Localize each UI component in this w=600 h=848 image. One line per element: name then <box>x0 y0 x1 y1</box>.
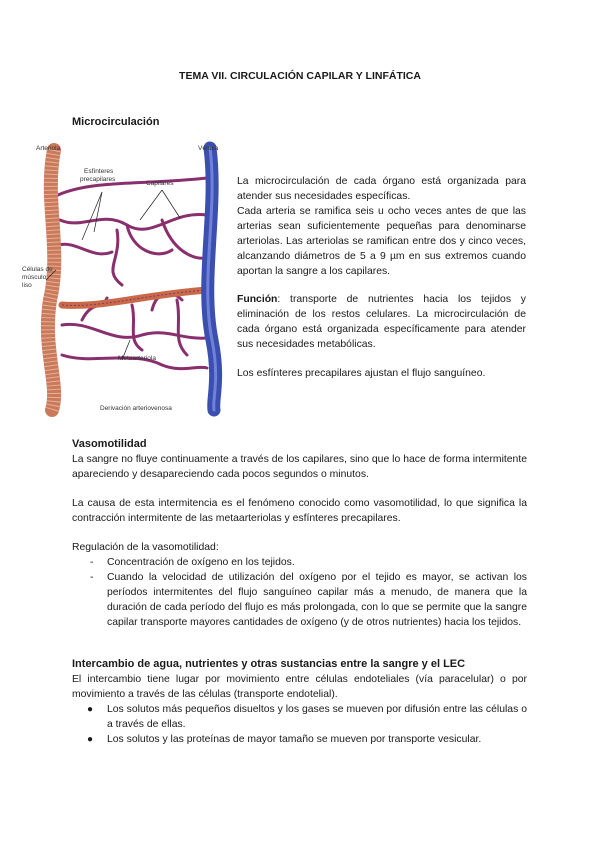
inter-list <box>72 702 527 747</box>
microcirculacion-heading: Microcirculación <box>72 116 160 128</box>
list-item: - Concentración de oxígeno en los tejidos. <box>90 557 295 568</box>
vasomotilidad-heading: Vasomotilidad <box>72 438 147 450</box>
list-item: - Cuando la velocidad de utilización del oxígeno por el tejido es mayor, se activan los períodos intermitentes del flujo sanguíneo capilar más a menudo, de manera que la duración de cada período del flujo es más prolongada, con lo que se permite que la sangre capilar transporte mayores cantidades de oxígeno (y de otros nutrientes) hacia los tejidos. <box>90 572 527 628</box>
vaso-paragraph-1: La sangre no fluye continuamente a través de los capilares, sino que lo hace de forma intermitente apareciendo y desapareciendo cada pocos segundos o minutos. <box>72 454 527 480</box>
label-metaarteriola: Metaarteriola <box>118 355 156 362</box>
vaso-regulacion: Regulación de la vasomotilidad: <box>72 542 219 553</box>
vaso-list <box>72 555 527 630</box>
capillary-network <box>58 178 207 369</box>
list-item: ● Los solutos más pequeños disueltos y los gases se mueven por difusión entre las células o a través de ellas. <box>87 704 527 730</box>
label-celulas-3: liso <box>22 282 32 289</box>
intercambio-heading: Intercambio de agua, nutrientes y otras sustancias entre la sangre y el LEC <box>72 658 466 670</box>
label-derivacion: Derivación arteriovenosa <box>100 405 172 412</box>
funcion-text: : transporte de nutrientes hacia los tejidos y eliminación de los restos celulares. La microcirculación de cada órgano está organizada específicamente para atender sus necesidades metabólicas. <box>237 294 526 350</box>
microcirculation-figure <box>22 140 232 420</box>
micro-paragraph-3: Los esfínteres precapilares ajustan el flujo sanguíneo. <box>237 368 486 379</box>
label-esfinteres-2: precapilares <box>80 176 116 183</box>
microcirculation-diagram <box>22 140 232 420</box>
label-esfinteres-1: Esfínteres <box>84 168 114 175</box>
label-capilares: Capilares <box>146 180 174 187</box>
page-title: TEMA VII. CIRCULACIÓN CAPILAR Y LINFÁTICA <box>179 70 421 82</box>
micro-paragraph-1: La microcirculación de cada órgano está organizada para atender sus necesidades específicas. <box>237 176 526 202</box>
funcion-paragraph <box>237 292 526 352</box>
label-celulas-1: Células de <box>22 266 53 273</box>
label-arteriola: Arteriola <box>36 145 61 152</box>
micro-paragraph-2: Cada arteria se ramifica seis u ocho veces antes de que las arterias sean suficientemente pequeñas para denominarse arteriolas. Las arteriolas se ramifican entre dos y cinco veces, alcanzando diámetros de 5 a 9 µm en sus extremos cuando aportan la sangre a los capilares. <box>237 206 526 277</box>
list-item: ● Los solutos y las proteínas de mayor tamaño se mueven por transporte vesicular. <box>87 734 482 745</box>
label-venula: Vénula <box>198 145 219 152</box>
arteriole-vessel <box>48 150 54 410</box>
inter-paragraph-1: El intercambio tiene lugar por movimiento entre células endoteliales (vía paracelular) o por movimiento a través de las células (transporte endotelial). <box>72 674 527 700</box>
label-celulas-2: músculo <box>22 274 47 281</box>
vaso-paragraph-2: La causa de esta intermitencia es el fenómeno conocido como vasomotilidad, lo que significa la contracción intermitente de las metaarteriolas y esfínteres precapilares. <box>72 498 527 524</box>
funcion-label: Función <box>237 294 278 305</box>
